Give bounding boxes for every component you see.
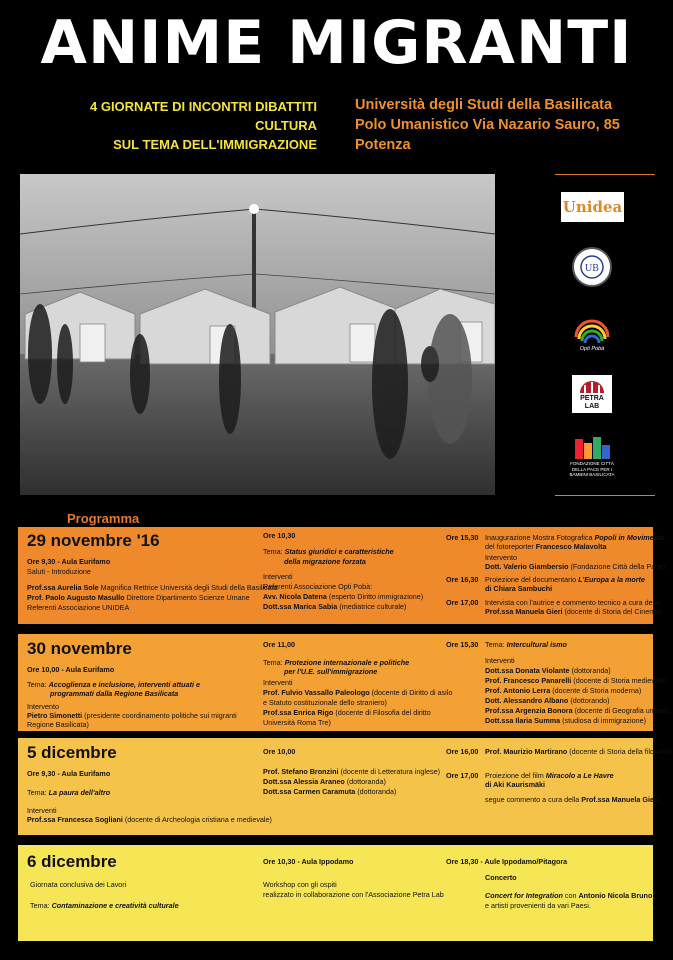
day-band-1 — [18, 527, 666, 624]
theme-title: Contaminazione e creatività culturale — [51, 901, 179, 910]
session-text: Referenti Associazione UNIDEA — [27, 603, 130, 612]
session-text: Intervento — [27, 702, 59, 711]
theme-title: per l'U.E. sull'immigrazione — [284, 667, 378, 676]
speaker-role: Magnifica Rettrice Università degli Studi della Basilicata — [100, 583, 278, 592]
speaker-name: Dott.ssa Donata Violante — [485, 666, 570, 675]
speaker-name: Antonio Nicola Bruno — [578, 891, 653, 900]
theme-title: Protezione internazionale e politiche — [284, 658, 410, 667]
venue-info — [355, 95, 620, 155]
session-time: Ore 11,00 — [263, 640, 295, 649]
session-time: Ore 9,30 - Aula Eurifamo — [27, 557, 111, 566]
speaker-role: (esperto Diritto immigrazione) — [328, 592, 424, 601]
theme-title: Intercultural ismo — [506, 640, 567, 649]
subtitle-line: CULTURA — [255, 118, 317, 133]
session-time: Ore 16,00 — [446, 747, 479, 756]
migrant-camp-photo — [20, 174, 495, 495]
unidea-logo-text: Unidea — [562, 198, 623, 216]
session-text: Giornata conclusiva dei Lavori — [30, 880, 127, 889]
speaker-role: (docente di Filosofia del diritto — [335, 708, 431, 717]
speaker-role: (docente di Storia della filosofia) — [569, 747, 672, 756]
session-time: Ore 9,30 - Aula Eurifamo — [27, 769, 111, 778]
speaker-role: (presidente coordinamento politiche sui migranti — [84, 711, 237, 720]
session-time: Ore 18,30 - Aule Ippodamo/Pitagora — [446, 857, 568, 866]
theme-label: Tema: — [485, 640, 505, 649]
event-label: Concerto — [485, 873, 517, 882]
speaker-role: (dottorando) — [570, 696, 610, 705]
speaker-name: Francesco Malavolta — [535, 542, 607, 551]
session-text: Interventi — [263, 572, 293, 581]
speaker-role: Università Roma Tre) — [263, 718, 331, 727]
session-time: Ore 10,00 — [263, 747, 296, 756]
fondazione-logo-text: BAMBINI BASILICATA — [569, 472, 615, 477]
speaker-role: Direttore Dipartimento Scienze Umane — [126, 593, 250, 602]
day-band-3 — [18, 738, 672, 835]
venue-line: Potenza — [355, 137, 411, 153]
university-seal-logo — [572, 247, 612, 287]
session-text: Intervento — [485, 553, 517, 562]
session-text: del fotoreporter — [485, 542, 534, 551]
subtitle-line: SUL TEMA DELL'IMMIGRAZIONE — [113, 137, 317, 152]
session-time: Ore 15,30 — [446, 533, 479, 542]
speaker-name: Prof. Francesco Panarelli — [485, 676, 572, 685]
speaker-name: Prof.ssa Manuela Gieri — [581, 795, 659, 804]
session-text: Referenti Associazione Opti Pobà: — [263, 582, 373, 591]
session-text: Interventi — [27, 806, 57, 815]
film-title: L'Europa a la morte — [578, 575, 645, 584]
speaker-name: Prof. Maurizio Martirano — [485, 747, 568, 756]
speaker-name: di Aki Kaurismäki — [485, 780, 546, 789]
subtitle-line: 4 GIORNATE DI INCONTRI DIBATTITI — [89, 99, 317, 114]
session-text: Proiezione del documentario — [485, 575, 577, 584]
session-text: Saluti - Introduzione — [27, 567, 91, 576]
speaker-name: Pietro Simonetti — [27, 711, 83, 720]
speaker-name: Prof.ssa Manuela Gieri — [485, 607, 563, 616]
session-time: Ore 10,30 — [263, 531, 296, 540]
day-date: 5 dicembre — [27, 743, 117, 762]
session-text: realizzato in collaborazione con l'Associazione Petra Lab — [263, 890, 444, 899]
speaker-role: (docente di Storia moderna) — [552, 686, 642, 695]
theme-label: Tema: — [263, 658, 283, 667]
session-time: Ore 17,00 — [446, 771, 479, 780]
session-time: Ore 17,00 — [446, 598, 479, 607]
theme-label: Tema: — [27, 788, 47, 797]
petra-logo-text: PETRA — [580, 395, 604, 402]
exhibit-title: Popoli in Movimento — [594, 533, 665, 542]
svg-text:UB: UB — [585, 263, 599, 274]
program-heading: Programma — [67, 511, 140, 526]
session-time: Ore 10,30 - Aula Ippodamo — [263, 857, 354, 866]
theme-title: Status giuridici e caratteristiche — [284, 547, 394, 556]
session-time: Ore 10,00 - Aula Eurifamo — [27, 665, 115, 674]
theme-title: programmati dalla Regione Basilicata — [50, 689, 179, 698]
session-text: Inaugurazione Mostra Fotografica — [485, 533, 593, 542]
speaker-name: Dott.ssa Ilaria Summa — [485, 716, 561, 725]
theme-label: Tema: — [27, 680, 47, 689]
speaker-role: e Statuto costituzionale dello straniero) — [263, 698, 387, 707]
session-text: con — [564, 891, 577, 900]
opti-logo-text: Opti Pobà — [579, 346, 605, 352]
session-text: segue commento a cura della — [485, 795, 580, 804]
theme-title: La paura dell'altro — [48, 788, 111, 797]
speaker-role: (dottoranda) — [571, 666, 611, 675]
speaker-name: Dott.ssa Alessia Araneo — [263, 777, 345, 786]
session-time: Ore 15,30 — [446, 640, 479, 649]
session-text: Proiezione del film — [485, 771, 544, 780]
venue-line: Università degli Studi della Basilicata — [355, 97, 613, 113]
opti-poba-logo — [572, 315, 612, 355]
speaker-role: (dottoranda) — [346, 777, 386, 786]
speaker-name: Prof. Antonio Lerra — [485, 686, 551, 695]
session-text: Interventi — [485, 656, 515, 665]
speaker-name: Dott.ssa Carmen Caramuta — [263, 787, 356, 796]
session-text: Interventi — [263, 678, 293, 687]
speaker-name: Prof.ssa Enrica Rigo — [263, 708, 334, 717]
divider — [555, 174, 655, 175]
speaker-role: (docente di Storia medievale) — [573, 676, 667, 685]
venue-line: Polo Umanistico Via Nazario Sauro, 85 — [355, 117, 620, 133]
speaker-name: di Chiara Sambuchi — [485, 584, 553, 593]
speaker-role: (docente di Diritto di asilo — [371, 688, 453, 697]
session-text: e artisti provenienti da vari Paesi. — [485, 901, 591, 910]
speaker-name: Dott. Valerio Giambersio — [485, 562, 569, 571]
day-date: 30 novembre — [27, 639, 132, 658]
day-date: 29 novembre '16 — [27, 531, 160, 550]
page-title: ANIME MIGRANTI — [40, 8, 633, 78]
theme-label: Tema: — [30, 901, 50, 910]
speaker-name: Prof. Stefano Bronzini — [263, 767, 339, 776]
speaker-role: (docente di Geografia umana) — [574, 706, 671, 715]
session-text: Workshop con gli ospiti — [263, 880, 337, 889]
speaker-name: Prof.ssa Francesca Sogliani — [27, 815, 123, 824]
film-title: Miracolo a Le Havre — [545, 771, 614, 780]
speaker-role: (docente di Archeologia cristiana e medievale) — [124, 815, 272, 824]
speaker-role: Regione Basilicata) — [27, 720, 89, 729]
day-band-4 — [18, 845, 653, 941]
theme-title: Accoglienza e inclusione, interventi attuati e — [48, 680, 200, 689]
speaker-name: Prof. Paolo Augusto Masullo — [27, 593, 125, 602]
speaker-name: Dott.ssa Marica Sabia — [263, 602, 338, 611]
fondazione-logo-text: DELLA PACE PER I — [571, 466, 613, 472]
speaker-name: Dott. Alessandro Albano — [485, 696, 569, 705]
petra-lab-logo — [572, 375, 612, 413]
unidea-logo — [561, 192, 624, 222]
session-time: Ore 16,30 — [446, 575, 479, 584]
event-subtitle — [90, 97, 317, 154]
petra-logo-text: LAB — [584, 403, 600, 410]
theme-title: della migrazione forzata — [284, 557, 366, 566]
speaker-role: (Fondazione Città della Pace) — [570, 562, 666, 571]
theme-label: Tema: — [263, 547, 283, 556]
divider — [555, 495, 655, 496]
speaker-name: Prof.ssa Argenzia Bonora — [485, 706, 573, 715]
speaker-name: Prof. Fulvio Vassallo Paleologo — [263, 688, 370, 697]
speaker-role: (mediatrice culturale) — [339, 602, 407, 611]
speaker-role: (studiosa di immigrazione) — [562, 716, 646, 725]
fondazione-logo-text: FONDAZIONE CITTÀ — [570, 461, 614, 466]
session-text: Intervista con l'autrice e commento tecnico a cura della — [485, 598, 660, 607]
day-band-2 — [18, 634, 671, 731]
speaker-name: Prof.ssa Aurelia Sole — [27, 583, 99, 592]
fondazione-logo — [569, 437, 615, 479]
speaker-role: (docente di Letteratura inglese) — [340, 767, 440, 776]
concert-title: Concert for Integration — [485, 891, 563, 900]
speaker-name: Avv. Nicola Datena — [263, 592, 327, 601]
day-date: 6 dicembre — [27, 852, 117, 871]
speaker-role: (dottoranda) — [357, 787, 397, 796]
speaker-role: (docente di Storia del Cinema) — [564, 607, 662, 616]
